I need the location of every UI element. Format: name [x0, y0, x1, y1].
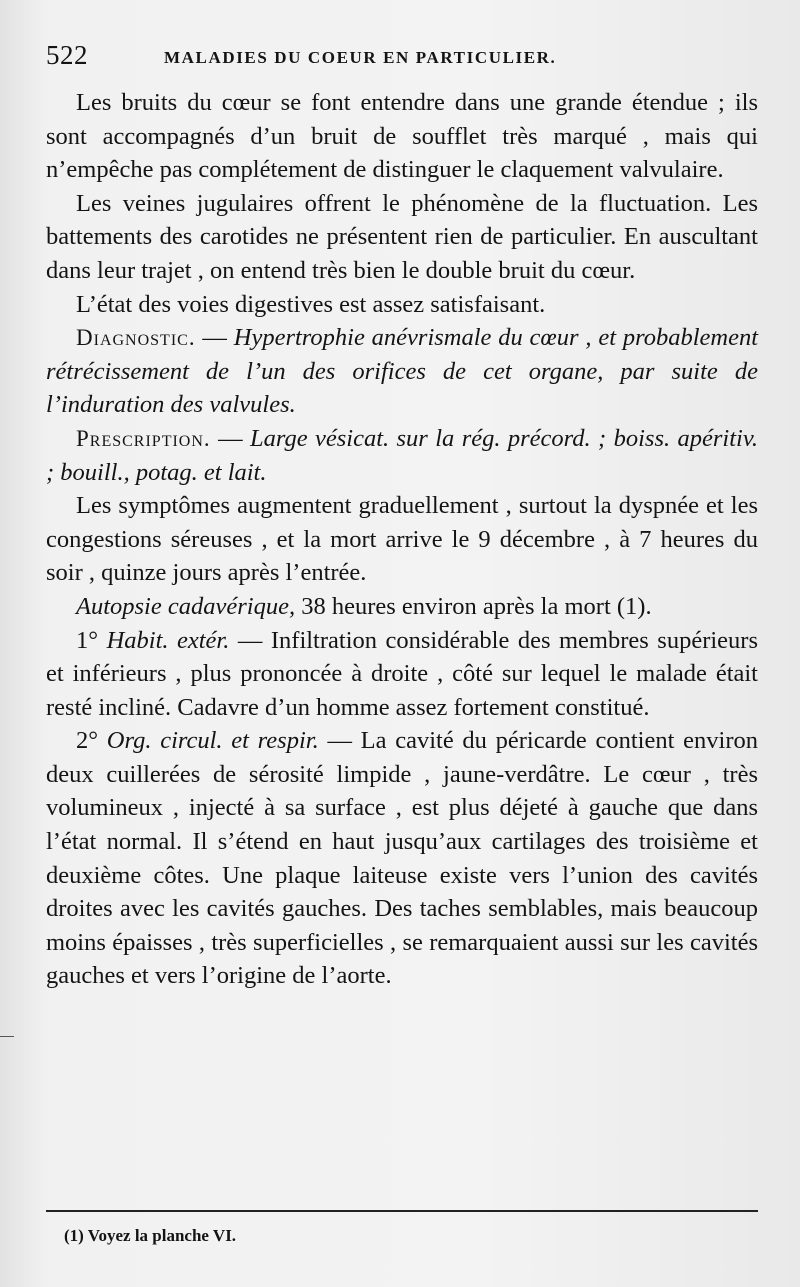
organs-number: 2°: [76, 727, 107, 755]
prescription-label: Prescription.: [76, 425, 211, 451]
paragraph-symptoms: Les symptômes augmentent graduellement , surtout la dyspnée et les congestions séreuses , et la mort arrive le 9 décembre , à 7 heures du soir , quinze jours après l’entrée.: [46, 492, 758, 587]
paragraph-autopsy: [46, 590, 758, 624]
paragraph-diagnostic: [46, 321, 758, 422]
diagnostic-label: Diagnostic.: [76, 325, 196, 351]
organs-text: — La cavité du péricarde contient environ deux cuillerées de sérosité limpide , jaune-verdâtre. Le cœur , très volumineux , injecté à sa surface , est plus déjeté à gauche que dans l’état normal. Il s’étend en haut jusqu’aux cartilages des troisième et deuxième côtes. Une plaque laiteuse existe vers l’union des cavités droites avec les cavités gauches. Des taches semblables, mais beaucoup moins épaisses , très superficielles , se remarquaient aussi sur les cavités gauches et vers l’origine de l’aorte.: [46, 727, 758, 990]
running-head: MALADIES DU COEUR EN PARTICULIER.: [164, 48, 557, 67]
footnote: (1) Voyez la planche VI.: [64, 1226, 237, 1245]
margin-mark: [0, 1036, 14, 1037]
habit-number: 1°: [76, 626, 107, 654]
paragraph-heart-sounds: Les bruits du cœur se font entendre dans une grande étendue ; ils sont accompagnés d’un bruit de soufflet très marqué , mais qui n’empêche pas complétement de distinguer le claquement valvulaire.: [46, 89, 758, 184]
paragraph-organs: [46, 724, 758, 993]
diagnostic-dash: —: [195, 324, 234, 352]
habit-label: Habit. extér.: [106, 626, 230, 654]
body-text: [46, 86, 758, 993]
paragraph-prescription: [46, 422, 758, 489]
prescription-text: Large vésicat. sur la rég. précord. ; boiss. apéritiv. ; bouill., potag. et lait.: [46, 424, 759, 486]
paragraph-jugular-veins: Les veines jugulaires offrent le phénomène de la fluctuation. Les battements des carotides ne présentent rien de particulier. En auscultant dans leur trajet , on entend très bien le double bruit du cœur.: [46, 189, 758, 284]
page-number: 522: [46, 40, 88, 70]
diagnostic-text: Hypertrophie anévrismale du cœur , et probablement rétrécissement de l’un des orifices de cet organe, par suite de l’induration des valvules.: [46, 324, 759, 419]
paragraph-digestive: L’état des voies digestives est assez satisfaisant.: [76, 290, 546, 318]
autopsy-label: Autopsie cadavérique,: [76, 592, 296, 620]
page-header: [46, 40, 758, 74]
paragraph-habit: [46, 624, 758, 725]
habit-text: — Infiltration considérable des membres supérieurs et inférieurs , plus prononcée à droite , côté sur lequel le malade était resté incliné. Cadavre d’un homme assez fortement constitué.: [46, 626, 758, 721]
footnote-rule: [46, 1210, 758, 1212]
prescription-dash: —: [210, 424, 250, 452]
organs-label: Org. circul. et respir.: [106, 727, 319, 755]
autopsy-text: 38 heures environ après la mort (1).: [295, 592, 652, 620]
